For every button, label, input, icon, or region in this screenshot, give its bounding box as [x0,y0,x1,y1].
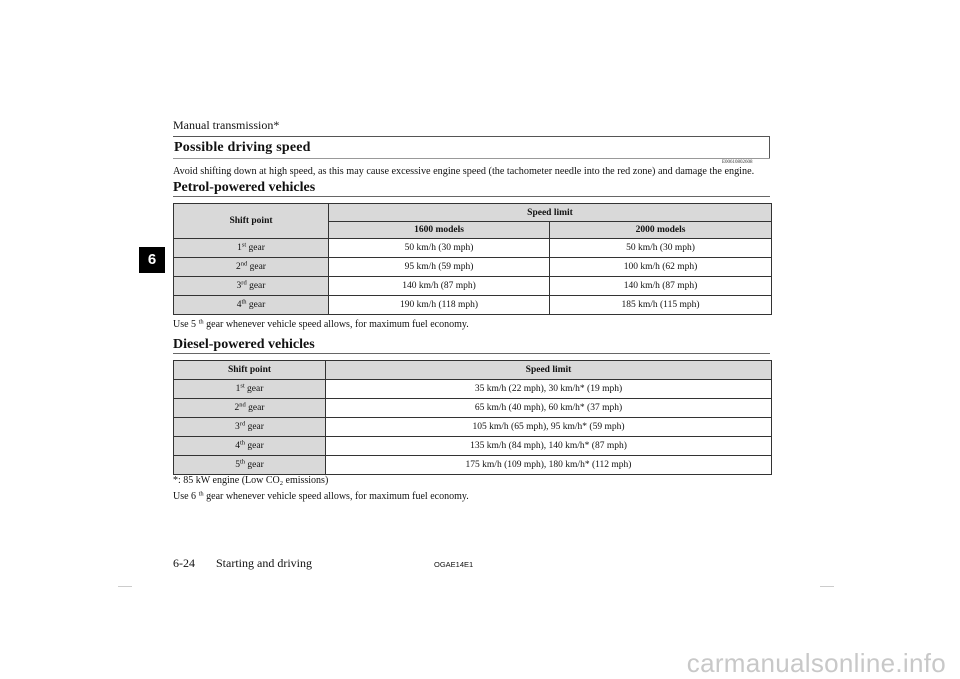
speed-cell: 135 km/h (84 mph), 140 km/h* (87 mph) [326,437,772,456]
gear-cell: 2nd gear [174,258,329,277]
table-row [174,380,772,399]
table-row [174,418,772,437]
petrol-heading-rule [173,196,770,197]
intro-paragraph: Avoid shifting down at high speed, as this may cause excessive engine speed (the tachometer needle into the red zone) and damage the engine. [173,166,755,177]
table-row [174,239,772,258]
gear-cell: 5th gear [174,456,326,475]
petrol-fuel-economy-note: Use 5 $^{th}$ gear whenever vehicle speed allows, for maximum fuel economy. [173,318,469,330]
speed-cell-1600: 140 km/h (87 mph) [329,277,550,296]
petrol-heading: Petrol-powered vehicles [173,180,316,195]
crop-mark [820,586,834,587]
speed-cell-1600: 190 km/h (118 mph) [329,296,550,315]
speed-cell-2000: 140 km/h (87 mph) [550,277,772,296]
gear-cell: 2nd gear [174,399,326,418]
gear-cell: 1st gear [174,380,326,399]
speed-cell-1600: 95 km/h (59 mph) [329,258,550,277]
speed-cell-2000: 100 km/h (62 mph) [550,258,772,277]
gear-cell: 4th gear [174,296,329,315]
diesel-fuel-economy-note: Use 6 $^{th}$ gear whenever vehicle speed allows, for maximum fuel economy. [173,490,469,502]
diesel-footnote: *: 85 kW engine (Low $CO_2$ emissions) [173,475,329,487]
speed-cell-2000: 185 km/h (115 mph) [550,296,772,315]
speed-cell-2000: 50 km/h (30 mph) [550,239,772,258]
page-number: 6-24 [173,556,195,570]
footer-section-name: Starting and driving [216,556,312,570]
section-divider [173,158,770,159]
table-row [174,296,772,315]
speed-cell: 105 km/h (65 mph), 95 km/h* (59 mph) [326,418,772,437]
speed-cell: 65 km/h (40 mph), 60 km/h* (37 mph) [326,399,772,418]
gear-cell: 3rd gear [174,277,329,296]
gear-cell: 3rd gear [174,418,326,437]
diesel-col-speed-limit: Speed limit [326,361,772,380]
reference-code: E00610802608 [722,160,753,165]
watermark: carmanualsonline.info [686,648,946,678]
speed-cell: 35 km/h (22 mph), 30 km/h* (19 mph) [326,380,772,399]
table-row [174,258,772,277]
petrol-col-shift-point: Shift point [174,204,329,239]
chapter-tab: 6 [139,247,165,273]
table-row [174,437,772,456]
diesel-heading: Diesel-powered vehicles [173,337,315,352]
gear-cell: 1st gear [174,239,329,258]
table-row [174,456,772,475]
petrol-speed-table [173,203,772,315]
table-row [174,399,772,418]
petrol-col-2000: 2000 models [550,222,772,239]
diesel-heading-rule [173,353,770,354]
table-row [174,277,772,296]
petrol-col-1600: 1600 models [329,222,550,239]
document-code: OGAE14E1 [434,560,474,569]
speed-cell: 175 km/h (109 mph), 180 km/h* (112 mph) [326,456,772,475]
gear-cell: 4th gear [174,437,326,456]
crop-mark [118,586,132,587]
diesel-col-shift-point: Shift point [174,361,326,380]
diesel-speed-table [173,360,772,475]
speed-cell-1600: 50 km/h (30 mph) [329,239,550,258]
petrol-col-speed-limit: Speed limit [329,204,772,222]
running-head: Manual transmission* [173,118,280,132]
section-title: Possible driving speed [174,140,311,155]
